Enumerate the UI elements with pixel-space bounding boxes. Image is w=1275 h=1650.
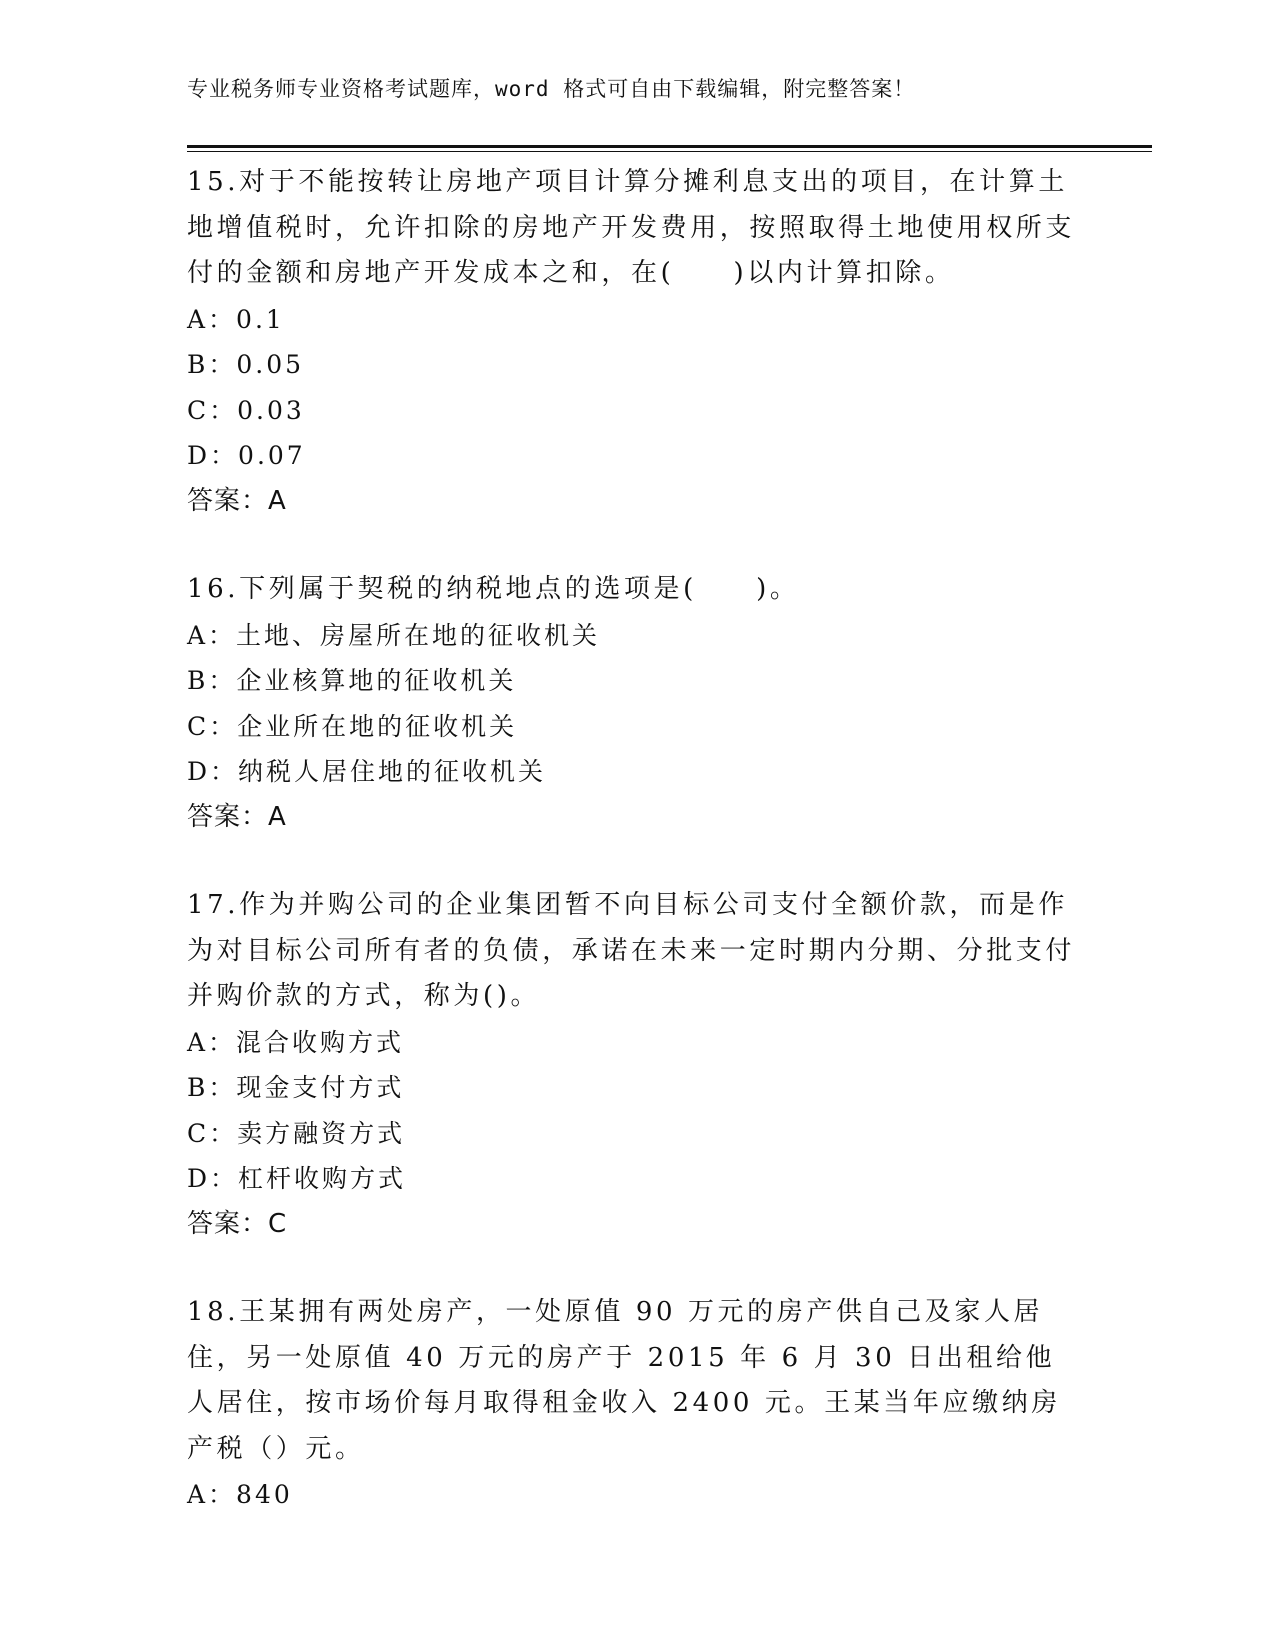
question-15 [187, 160, 1077, 524]
option-c: C：企业所在地的征收机关 [187, 711, 518, 741]
answer-line: 答案：A [187, 485, 287, 516]
question-stem: 17.作为并购公司的企业集团暂不向目标公司支付全额价款，而是作为对目标公司所有者的负债，承诺在未来一定时期内分期、分批支付并购价款的方式，称为()。 [187, 890, 1076, 1011]
answer-line: 答案：A [187, 801, 287, 832]
option-d: D：0.07 [187, 441, 306, 470]
option-c: C：0.03 [187, 395, 305, 425]
option-b: B：企业核算地的征收机关 [187, 666, 517, 695]
answer-line: 答案：C [187, 1208, 288, 1239]
question-list [187, 160, 1077, 1561]
option-b: B：0.05 [187, 350, 305, 379]
question-16 [187, 567, 1077, 840]
header-rule-thin [187, 151, 1152, 152]
header-rule-thick [187, 145, 1152, 148]
question-stem: 16.下列属于契税的纳税地点的选项是( )。 [187, 574, 800, 604]
option-c: C：卖方融资方式 [187, 1118, 406, 1148]
option-a: A：840 [187, 1480, 293, 1509]
option-a: A：混合收购方式 [187, 1027, 405, 1057]
option-d: D：杠杆收购方式 [187, 1164, 407, 1193]
question-18 [187, 1290, 1077, 1518]
option-a: A：0.1 [187, 304, 285, 334]
question-stem: 15.对于不能按转让房地产项目计算分摊利息支出的项目，在计算土地增值税时，允许扣除的房地产开发费用，按照取得土地使用权所支付的金额和房地产开发成本之和，在( )以内计算扣除。 [187, 167, 1076, 288]
option-d: D：纳税人居住地的征收机关 [187, 757, 547, 786]
option-b: B：现金支付方式 [187, 1073, 405, 1102]
question-17 [187, 883, 1077, 1247]
option-a: A：土地、房屋所在地的征收机关 [187, 620, 601, 650]
page-header: 专业税务师专业资格考试题库，word 格式可自由下载编辑，附完整答案！ [187, 77, 916, 101]
question-stem: 18.王某拥有两处房产，一处原值 90 万元的房产供自己及家人居住，另一处原值 40 万元的房产于 2015 年 6 月 30 日出租给他人居住，按市场价每月取得租金收入 2400 元。王某当年应缴纳房产税（）元。 [187, 1297, 1061, 1464]
